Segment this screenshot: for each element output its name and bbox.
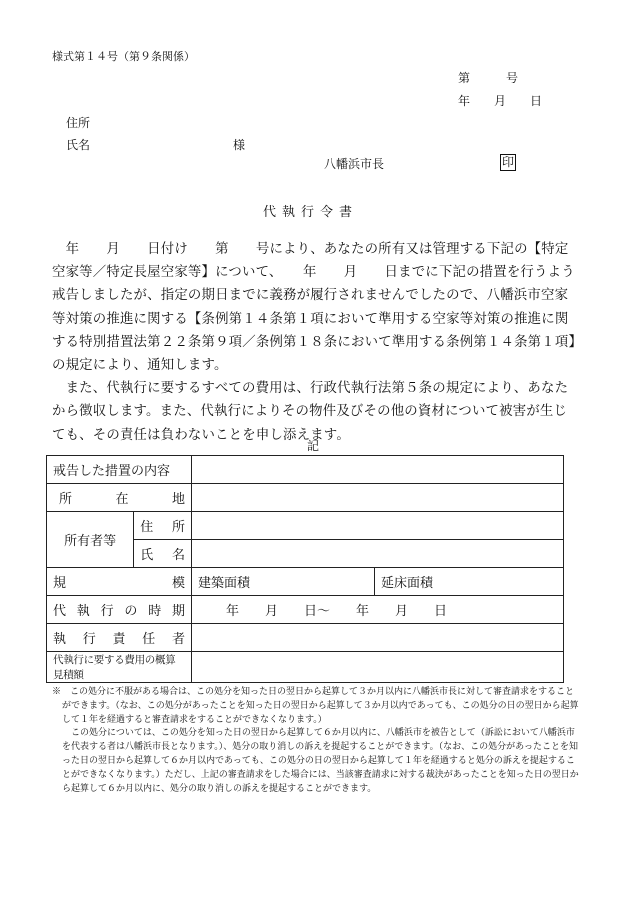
table-row xyxy=(47,512,564,540)
table-row xyxy=(47,456,564,484)
location-char-2: 在 xyxy=(115,492,129,507)
scale-char-2: 模 xyxy=(171,576,185,591)
table-row xyxy=(47,652,564,683)
responsible-char-1: 執 xyxy=(53,632,67,647)
paragraph-notice: 年 月 日付け 第 号により、あなたの所有又は管理する下記の【特定空家等／特定長屋空家等】について、 年 月 日までに下記の措置を行うよう戒告しましたが、指定の期日までに義務が履行されませんでしたので、八幡浜市空家等対策の推進に関する【条例第１４条第１項において準用する空家等対策の推進に関する特別措置法第２２条第９項／条例第１８条において準用する条例第１４条第１項】の規定により、通知します。 xyxy=(52,242,576,374)
seal-box xyxy=(500,154,516,171)
responsible-label xyxy=(47,624,192,652)
note-review: ※ この処分に不服がある場合は、この処分を知った日の翌日から起算して３か月以内に八幡浜市長に対して審査請求をすることができます。（なお、この処分があったことを知った日の翌日から起算して３か月以内であっても、この処分の日の翌日から起算して１年を経過すると審査請求をすることができなくなります。） xyxy=(52,687,579,725)
name-label: 氏名 xyxy=(66,138,91,152)
owner-name-char-2: 名 xyxy=(171,548,185,563)
scale-label xyxy=(47,568,192,596)
period-label xyxy=(47,596,192,624)
owner-address-char-2: 所 xyxy=(171,520,185,535)
location-value xyxy=(192,484,564,512)
body-text xyxy=(52,238,577,447)
responsible-char-2: 行 xyxy=(82,632,96,647)
responsible-char-3: 責 xyxy=(112,632,126,647)
period-char-3: 行 xyxy=(100,604,114,619)
building-area-label: 建築面積 xyxy=(198,576,251,591)
period-char-4: の xyxy=(124,604,138,619)
ki-label: 記 xyxy=(307,439,320,453)
floor-area-cell xyxy=(375,568,564,596)
location-char-3: 地 xyxy=(171,492,185,507)
cost-label: 代執行に要する費用の概算見積額 xyxy=(47,652,192,683)
building-area-cell xyxy=(192,568,375,596)
owner-address-value xyxy=(192,512,564,540)
responsible-char-5: 者 xyxy=(171,632,185,647)
document-title: 代執行令書 xyxy=(263,205,359,220)
owner-address-label xyxy=(134,512,192,540)
period-value: 年 月 日～ 年 月 日 xyxy=(192,596,564,624)
date-line: 年 月 日 xyxy=(458,94,549,108)
floor-area-label: 延床面積 xyxy=(381,576,434,591)
table-row xyxy=(47,624,564,652)
responsible-value xyxy=(192,624,564,652)
period-char-2: 執 xyxy=(76,604,90,619)
honorific: 様 xyxy=(233,138,246,152)
form-label: 様式第１４号（第９条関係） xyxy=(52,50,195,63)
measure-label: 戒告した措置の内容 xyxy=(47,456,192,484)
table-row xyxy=(47,596,564,624)
address-label: 住所 xyxy=(66,116,91,130)
cost-value xyxy=(192,652,564,683)
owner-name-value xyxy=(192,540,564,568)
seal-mark: 印 xyxy=(502,155,515,169)
table-row xyxy=(47,568,564,596)
scale-char-1: 規 xyxy=(53,576,67,591)
owner-label: 所有者等 xyxy=(47,512,134,568)
period-char-1: 代 xyxy=(53,604,67,619)
paragraph-costs: また、代執行に要するすべての費用は、行政代執行法第５条の規定により、あなたから徴収します。また、代執行によりその物件及びその他の資材について被害が生じても、その責任は負わないことを申し添えます。 xyxy=(52,381,569,443)
table-row xyxy=(47,484,564,512)
location-char-1: 所 xyxy=(59,492,73,507)
details-table xyxy=(46,455,564,683)
notes xyxy=(52,686,582,796)
note-lawsuit: この処分については、この処分を知った日の翌日から起算して６か月以内に、八幡浜市を被告として（訴訟において八幡浜市を代表する者は八幡浜市長となります。）、処分の取り消しの訴えを提起することができます。（なお、この処分があったことを知った日の翌日から起算して６か月以内であっても、この処分の日の翌日から起算して１年を経過すると処分の訴えを提起することができなくなります。）ただし、上記の審査請求をした場合には、当該審査請求に対する裁決があったことを知った日の翌日から起算して６か月以内に、処分の取り消しの訴えを提起することができます。 xyxy=(62,728,579,794)
location-label xyxy=(47,484,192,512)
owner-address-char-1: 住 xyxy=(140,520,154,535)
number-line: 第 号 xyxy=(458,71,519,85)
issuer: 八幡浜市長 xyxy=(324,157,385,171)
responsible-char-4: 任 xyxy=(142,632,156,647)
owner-name-char-1: 氏 xyxy=(140,548,154,563)
period-char-6: 期 xyxy=(171,604,185,619)
measure-value xyxy=(192,456,564,484)
owner-name-label xyxy=(134,540,192,568)
period-char-5: 時 xyxy=(148,604,162,619)
